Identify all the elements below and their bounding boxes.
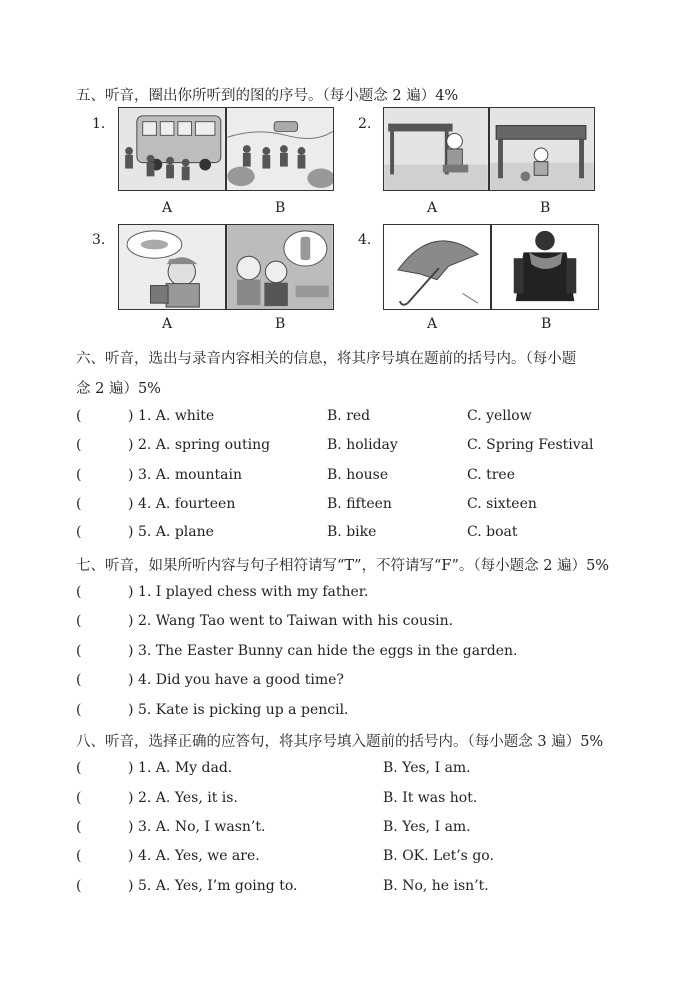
answer-paren-close: ) (128, 878, 134, 894)
statement-text: 1. I played chess with my father. (138, 584, 369, 600)
option-a-text: 5. A. plane (138, 524, 214, 540)
option-c-text: C. yellow (467, 408, 532, 424)
option-c-text: C. sixteen (467, 496, 537, 512)
section-6-title-line2: 念 2 遍）5% (76, 381, 161, 397)
option-label-a: A (162, 316, 173, 332)
option-label-a: A (427, 316, 438, 332)
answer-paren-close: ) (128, 584, 134, 600)
answer-paren-open[interactable]: ( (76, 408, 82, 424)
answer-paren-open[interactable]: ( (76, 878, 82, 894)
option-label-b: B (540, 200, 551, 216)
option-c-text: C. tree (467, 467, 516, 483)
answer-paren-open[interactable]: ( (76, 524, 82, 540)
option-a-text: 3. A. No, I wasn’t. (138, 819, 266, 835)
answer-paren-open[interactable]: ( (76, 760, 82, 776)
answer-paren-close: ) (128, 760, 134, 776)
statement-text: 4. Did you have a good time? (138, 672, 344, 688)
answer-paren-close: ) (128, 437, 134, 453)
answer-paren-open[interactable]: ( (76, 584, 82, 600)
statement-text: 2. Wang Tao went to Taiwan with his cousin. (138, 613, 454, 629)
option-a-text: 3. A. mountain (138, 467, 243, 483)
picture-option-a[interactable] (118, 107, 226, 191)
option-label-b: B (275, 316, 286, 332)
answer-paren-close: ) (128, 524, 134, 540)
answer-paren-close: ) (128, 848, 134, 864)
option-a-text: 2. A. spring outing (138, 437, 271, 453)
option-b-text: B. red (327, 408, 371, 424)
option-a-text: 1. A. white (138, 408, 215, 424)
option-b-text: B. bike (327, 524, 377, 540)
picture-option-b[interactable] (226, 107, 334, 191)
statement-text: 3. The Easter Bunny can hide the eggs in the garden. (138, 643, 518, 659)
answer-paren-open[interactable]: ( (76, 613, 82, 629)
option-a-text: 4. A. Yes, we are. (138, 848, 260, 864)
baby-under-desk-icon (490, 108, 594, 190)
answer-paren-close: ) (128, 702, 134, 718)
option-b-text: B. Yes, I am. (383, 760, 471, 776)
answer-paren-close: ) (128, 613, 134, 629)
option-a-text: 4. A. fourteen (138, 496, 236, 512)
item-number: 3. (92, 232, 106, 248)
option-b-text: B. No, he isn’t. (383, 878, 489, 894)
option-a-text: 5. A. Yes, I’m going to. (138, 878, 298, 894)
option-b-text: B. fifteen (327, 496, 392, 512)
answer-paren-close: ) (128, 467, 134, 483)
answer-paren-open[interactable]: ( (76, 672, 82, 688)
answer-paren-close: ) (128, 643, 134, 659)
option-label-b: B (275, 200, 286, 216)
option-c-text: C. Spring Festival (467, 437, 594, 453)
answer-paren-open[interactable]: ( (76, 848, 82, 864)
umbrella-icon (384, 225, 490, 309)
section-7-title: 七、听音，如果所听内容与句子相符请写“T”，不符请写“F”。（每小题念 2 遍）5% (76, 558, 610, 574)
answer-paren-open[interactable]: ( (76, 437, 82, 453)
picture-option-b[interactable] (491, 224, 599, 310)
option-b-text: B. holiday (327, 437, 398, 453)
answer-paren-open[interactable]: ( (76, 702, 82, 718)
answer-paren-open[interactable]: ( (76, 467, 82, 483)
item-number: 4. (358, 232, 372, 248)
option-label-a: A (162, 200, 173, 216)
girl-beside-desk-icon (384, 108, 488, 190)
picture-option-a[interactable] (383, 224, 491, 310)
picture-option-a[interactable] (118, 224, 226, 310)
bus-children-icon (119, 108, 225, 190)
section-8-title: 八、听音，选择正确的应答句，将其序号填入题前的括号内。（每小题念 3 遍）5% (76, 734, 604, 750)
winter-coat-icon (492, 225, 598, 309)
answer-paren-close: ) (128, 790, 134, 806)
answer-paren-close: ) (128, 496, 134, 512)
answer-paren-open[interactable]: ( (76, 819, 82, 835)
answer-paren-open[interactable]: ( (76, 790, 82, 806)
item-number: 1. (92, 116, 106, 132)
answer-paren-close: ) (128, 672, 134, 688)
option-a-text: 1. A. My dad. (138, 760, 233, 776)
item-number: 2. (358, 116, 372, 132)
answer-paren-close: ) (128, 819, 134, 835)
option-c-text: C. boat (467, 524, 518, 540)
option-a-text: 2. A. Yes, it is. (138, 790, 238, 806)
children-walking-icon (227, 108, 333, 190)
section-6-title-line1: 六、听音，选出与录音内容相关的信息，将其序号填在题前的括号内。（每小题 (76, 351, 577, 367)
answer-paren-open[interactable]: ( (76, 496, 82, 512)
section-5-title: 五、听音，圈出你所听到的图的序号。（每小题念 2 遍）4% (76, 88, 459, 104)
picture-option-b[interactable] (226, 224, 334, 310)
picture-option-a[interactable] (383, 107, 489, 191)
children-thinking-bottle-icon (227, 225, 333, 309)
statement-text: 5. Kate is picking up a pencil. (138, 702, 349, 718)
answer-paren-open[interactable]: ( (76, 643, 82, 659)
option-label-a: A (427, 200, 438, 216)
option-b-text: B. It was hot. (383, 790, 478, 806)
answer-paren-close: ) (128, 408, 134, 424)
picture-option-b[interactable] (489, 107, 595, 191)
option-b-text: B. Yes, I am. (383, 819, 471, 835)
option-b-text: B. house (327, 467, 389, 483)
option-label-b: B (541, 316, 552, 332)
option-b-text: B. OK. Let’s go. (383, 848, 494, 864)
boy-thinking-noodles-icon (119, 225, 225, 309)
